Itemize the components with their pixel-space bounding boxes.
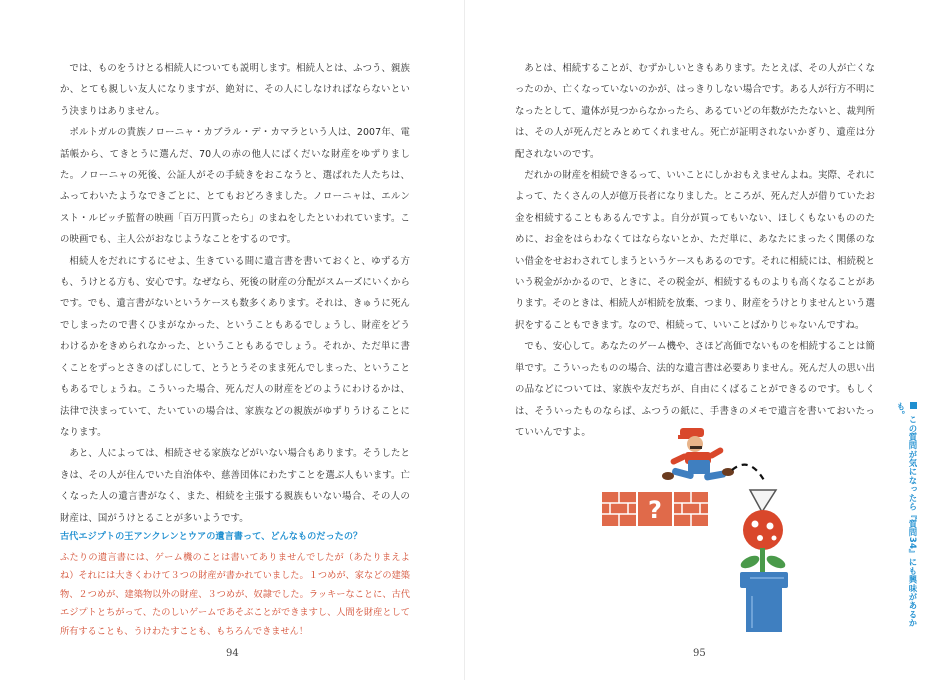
page-number-right: 95	[693, 648, 706, 659]
piranha-plant-icon	[739, 490, 787, 574]
paragraph: でも、安心して。あなたのゲーム機や、さほど高価でないものを相続することは簡単です。こういったものの場合、法的な遺言書は必要ありません。死んだ人の思い出の品などについては、家族や友だちが、自由にくばることができるのです。もしくは、そういったものならば、ふつうの紙に、手書きのメモで遺言を書いておいたっていいんですよ。	[515, 341, 875, 438]
right-body-text	[515, 58, 875, 443]
paragraph: あとは、相続することが、むずかしいときもあります。たとえば、その人が亡くなったのか、亡くなっていないのかが、はっきりしない場合です。ある人が行方不明になったとして、遺体が見つからなかったら、あるていどの年数がたたないと、裁判所は、その人が死んだとみとめてくれません。死亡が証明されないかぎり、遺産は分配されないのです。	[515, 63, 875, 160]
page-number-left: 94	[226, 648, 239, 659]
sidebar-body: ふたりの遺言書には、ゲーム機のことは書いてありませんでしたが（あたりまえよね）それには大きくわけて３つの財産が書かれていました。１つめが、家などの建築物、２つめが、建築物以外の財産、３つめが、奴隷でした。ラッキーなことに、古代エジプトとちがって、たのしいゲームであそぶことができますし、人間を財産として所有することも、うけわたすことも、もちろんできません！	[60, 551, 410, 637]
paragraph: だれかの財産を相続できるって、いいことにしかおもえませんよね。実際、それによって、たくさんの人が億万長者になりました。ところが、死んだ人が借りていたお金を相続することもあるんですよ。自分が買ってもいない、ほしくもないもののために、お金をはらわなくてはならないとか、ただ単に、あなたにまったく関係のない借金をせおわされてしまうというケースもあるのです。それに相続には、相続税という税金がかかるので、ときに、その税金が、相続するものよりも高くなることがあります。そのときは、相続人が相続を放棄、つまり、財産をうけとりませんという選択をすることもできます。なので、相続って、いいことばかりじゃないんですね。	[515, 170, 875, 331]
jumping-plumber-icon	[662, 428, 734, 481]
svg-text:?: ?	[648, 496, 662, 524]
related-question-text: この質問が気になったら『質問34』にも興味があるかも。	[896, 402, 918, 628]
sidebar-title: 古代エジプトの王アンクレンとウアの遺言書って、どんなものだったの？	[60, 531, 363, 542]
related-question-note	[895, 402, 919, 642]
jump-arc	[732, 465, 765, 482]
paragraph: では、ものをうけとる相続人についても説明します。相続人とは、ふつう、親族か、とても親しい友人になりますが、絶対に、その人にしなければならないという決まりはありません。	[60, 63, 410, 117]
paragraph: あと、人によっては、相続させる家族などがいない場合もあります。そうしたときは、その人が住んでいた自治体や、慈善団体にわたすことを選ぶ人もいます。亡くなった人の遺言書がなく、また、相続を主張する親族もいない場合、その人の財産は、国がうけとることが多いようです。	[60, 448, 410, 524]
left-body-text	[60, 58, 410, 529]
sidebar-box	[60, 528, 410, 642]
warp-pipe-icon	[740, 572, 788, 632]
paragraph: 相続人をだれにするにせよ、生きている間に遺言書を書いておくと、ゆずる方も、うけとる方も、安心です。なぜなら、死後の財産の分配がスムーズにいくからです。でも、遺言書がないというケースも数多くあります。それは、きゅうに死んでしまったので書くひまがなかった、ということもあるでしょうし、財産をどうわけるかをきめられなかった、ということもあるでしょう。それか、ただ単に書くことをずっとさきのばしにして、とうとうそのまま死んでしまった、ということもあるでしょうね。こういった場合、死んだ人の財産をどのようにわけるかは、法律で決まっていて、たいていの場合は、家族などの親族がゆずりうけることになります。	[60, 255, 410, 438]
paragraph: ポルトガルの貴族ノローニャ・カブラル・デ・カマラという人は、2007年、電話帳から、てきとうに選んだ、70人の赤の他人にばくだいな財産をゆずりました。ノローニャの死後、公証人がその手続きをおこなうと、選ばれた人たちは、ふってわいたようなできごとに、とてもおどろきました。ノローニャは、エルンスト・ルビッチ監督の映画「百万円貰ったら」のまねをしたといわれています。この映画でも、主人公がおなじようなことをするのです。	[60, 127, 410, 246]
question-block-icon	[602, 492, 708, 526]
game-illustration	[600, 420, 800, 635]
square-bullet-icon	[910, 402, 917, 409]
right-page	[465, 0, 930, 680]
